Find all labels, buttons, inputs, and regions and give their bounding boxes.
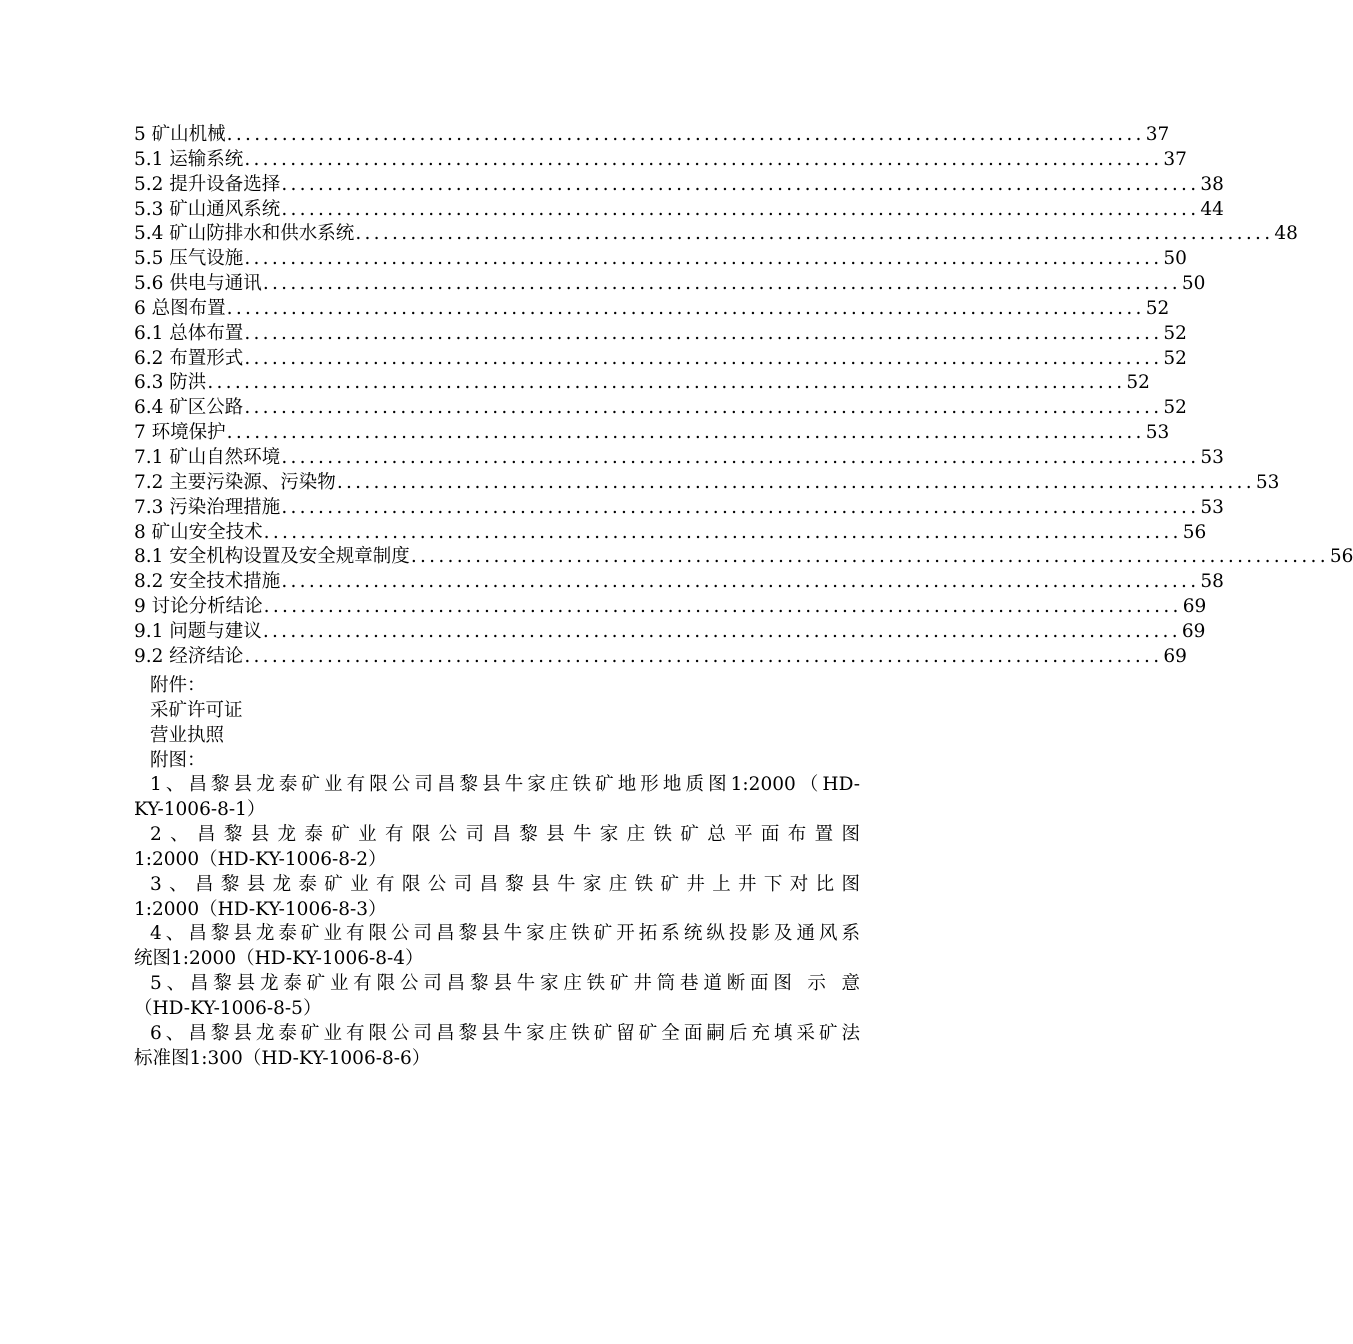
toc-entry-page: 69 xyxy=(1182,596,1207,618)
toc-leader-dots: .................................................................................................... xyxy=(244,248,1163,270)
figure-item-line: 1、昌黎县龙泰矿业有限公司昌黎县牛家庄铁矿地形地质图1:2000（HD- xyxy=(150,774,860,796)
toc-entry-title: 9.2 经济结论 xyxy=(134,645,244,667)
toc-leader-dots: .................................................................................................... xyxy=(281,496,1200,518)
toc-entry[interactable] xyxy=(134,198,1224,223)
toc-entry[interactable] xyxy=(134,446,1224,471)
figure-item-line: 2、昌黎县龙泰矿业有限公司昌黎县牛家庄铁矿总平面布置图 xyxy=(150,824,860,846)
figure-item xyxy=(134,1022,860,1072)
toc-entry-title: 5.6 供电与通讯 xyxy=(134,273,262,295)
toc-entry-title: 9 讨论分析结论 xyxy=(134,596,263,618)
toc-entry-title: 5.5 压气设施 xyxy=(134,248,244,270)
toc-leader-dots: .................................................................................................... xyxy=(244,148,1163,170)
toc-leader-dots: .................................................................................................... xyxy=(281,446,1200,468)
toc-entry[interactable] xyxy=(134,322,1187,347)
toc-entry-title: 6.1 总体布置 xyxy=(134,322,244,344)
toc-entry[interactable] xyxy=(134,620,1206,645)
toc-entry[interactable] xyxy=(134,595,1207,620)
toc-entry[interactable] xyxy=(134,347,1187,372)
toc-entry[interactable] xyxy=(134,570,1224,595)
toc-leader-dots: .................................................................................................... xyxy=(281,173,1200,195)
attachment-item: 营业执照 xyxy=(150,724,225,746)
toc-entry-title: 6 总图布置 xyxy=(134,297,226,319)
figure-item xyxy=(134,773,860,823)
table-of-contents xyxy=(134,123,1353,670)
toc-leader-dots: .................................................................................................... xyxy=(281,198,1200,220)
toc-entry-page: 69 xyxy=(1181,620,1206,642)
figure-item-line: 5、昌黎县龙泰矿业有限公司昌黎县牛家庄铁矿井筒巷道断面图 示 意 xyxy=(150,973,860,995)
toc-entry-title: 6.2 布置形式 xyxy=(134,347,244,369)
toc-entry-page: 56 xyxy=(1182,521,1207,543)
toc-entry-title: 5.1 运输系统 xyxy=(134,148,244,170)
toc-entry[interactable] xyxy=(134,371,1150,396)
toc-entry-page: 37 xyxy=(1163,148,1187,170)
toc-entry-title: 7 环境保护 xyxy=(134,422,226,444)
toc-entry[interactable] xyxy=(134,297,1170,322)
toc-entry-title: 7.2 主要污染源、污染物 xyxy=(134,471,336,493)
toc-entry-page: 53 xyxy=(1145,422,1170,444)
toc-leader-dots: .................................................................................................... xyxy=(226,124,1145,145)
toc-leader-dots: .................................................................................................... xyxy=(207,372,1126,394)
toc-entry-page: 53 xyxy=(1255,471,1280,493)
toc-entry-page: 38 xyxy=(1200,173,1224,195)
toc-leader-dots: .................................................................................................... xyxy=(244,397,1163,419)
figure-item-line: 3、昌黎县龙泰矿业有限公司昌黎县牛家庄铁矿井上井下对比图 xyxy=(150,873,860,895)
toc-entry-page: 58 xyxy=(1200,571,1224,593)
toc-entry-page: 52 xyxy=(1163,347,1187,369)
toc-entry[interactable] xyxy=(134,396,1187,421)
toc-leader-dots: .................................................................................................... xyxy=(244,347,1163,369)
toc-leader-dots: .................................................................................................... xyxy=(262,273,1181,295)
toc-leader-dots: .................................................................................................... xyxy=(244,322,1163,344)
toc-entry[interactable] xyxy=(134,645,1187,670)
figure-item-line: 1:2000（HD-KY-1006-8-2） xyxy=(134,848,387,870)
toc-entry[interactable] xyxy=(134,496,1224,521)
figure-item-line: （HD-KY-1006-8-5） xyxy=(134,997,322,1019)
toc-entry-page: 52 xyxy=(1126,372,1150,394)
toc-entry-title: 5 矿山机械 xyxy=(134,124,226,145)
toc-entry-title: 9.1 问题与建议 xyxy=(134,620,262,642)
toc-leader-dots: .................................................................................................... xyxy=(263,521,1182,543)
toc-entry-page: 52 xyxy=(1163,322,1187,344)
toc-entry-title: 7.1 矿山自然环境 xyxy=(134,446,281,468)
toc-entry[interactable] xyxy=(134,421,1170,446)
toc-entry-title: 5.4 矿山防排水和供水系统 xyxy=(134,223,355,245)
appendix-section xyxy=(134,674,860,1072)
toc-entry-title: 5.2 提升设备选择 xyxy=(134,173,281,195)
toc-entry[interactable] xyxy=(134,272,1206,297)
toc-entry[interactable] xyxy=(134,247,1187,272)
toc-entry-page: 50 xyxy=(1163,248,1187,270)
figure-item-line: KY-1006-8-1） xyxy=(134,799,266,821)
toc-entry[interactable] xyxy=(134,521,1207,546)
toc-entry-page: 53 xyxy=(1200,496,1224,518)
toc-leader-dots: .................................................................................................... xyxy=(226,297,1145,319)
toc-entry[interactable] xyxy=(134,148,1187,173)
figure-item xyxy=(134,922,860,972)
toc-entry-page: 50 xyxy=(1181,273,1206,295)
toc-leader-dots: .................................................................................................... xyxy=(263,596,1182,618)
toc-entry-page: 44 xyxy=(1200,198,1224,220)
toc-entry-page: 52 xyxy=(1163,397,1187,419)
toc-entry-page: 53 xyxy=(1200,446,1224,468)
toc-entry-title: 7.3 污染治理措施 xyxy=(134,496,281,518)
figure-item xyxy=(134,823,860,873)
toc-leader-dots: .................................................................................................... xyxy=(355,223,1274,245)
figure-item-line: 1:2000（HD-KY-1006-8-3） xyxy=(134,898,387,920)
toc-entry[interactable] xyxy=(134,545,1353,570)
toc-entry-title: 8.1 安全机构设置及安全规章制度 xyxy=(134,546,410,568)
toc-entry[interactable] xyxy=(134,471,1280,496)
toc-entry-page: 69 xyxy=(1163,645,1187,667)
toc-entry-title: 5.3 矿山通风系统 xyxy=(134,198,281,220)
toc-entry-page: 52 xyxy=(1145,297,1170,319)
figures-heading: 附图： xyxy=(150,749,206,771)
figure-item xyxy=(134,873,860,923)
figure-item-line: 标准图1:300（HD-KY-1006-8-6） xyxy=(134,1047,431,1069)
attachment-item: 采矿许可证 xyxy=(150,699,243,721)
toc-leader-dots: .................................................................................................... xyxy=(281,571,1200,593)
toc-entry[interactable] xyxy=(134,173,1224,198)
figure-item xyxy=(134,972,860,1022)
toc-leader-dots: .................................................................................................... xyxy=(262,620,1181,642)
toc-entry-page: 37 xyxy=(1145,124,1170,145)
toc-entry-page: 56 xyxy=(1329,546,1353,568)
attachments-heading: 附件： xyxy=(150,675,206,696)
toc-entry[interactable] xyxy=(134,123,1170,148)
figure-item-line: 4、昌黎县龙泰矿业有限公司昌黎县牛家庄铁矿开拓系统纵投影及通风系 xyxy=(150,923,860,945)
figure-item-line: 统图1:2000（HD-KY-1006-8-4） xyxy=(134,948,424,970)
toc-entry-title: 6.3 防洪 xyxy=(134,372,207,394)
toc-leader-dots: .................................................................................................... xyxy=(336,471,1255,493)
toc-entry-page: 48 xyxy=(1274,223,1298,245)
toc-leader-dots: .................................................................................................... xyxy=(226,422,1145,444)
toc-entry-title: 8.2 安全技术措施 xyxy=(134,571,281,593)
toc-leader-dots: .................................................................................................... xyxy=(244,645,1163,667)
toc-entry[interactable] xyxy=(134,222,1298,247)
figure-item-line: 6、昌黎县龙泰矿业有限公司昌黎县牛家庄铁矿留矿全面嗣后充填采矿法 xyxy=(150,1022,860,1044)
toc-leader-dots: .................................................................................................... xyxy=(410,546,1329,568)
toc-entry-title: 6.4 矿区公路 xyxy=(134,397,244,419)
figures-list xyxy=(134,773,860,1071)
toc-entry-title: 8 矿山安全技术 xyxy=(134,521,263,543)
